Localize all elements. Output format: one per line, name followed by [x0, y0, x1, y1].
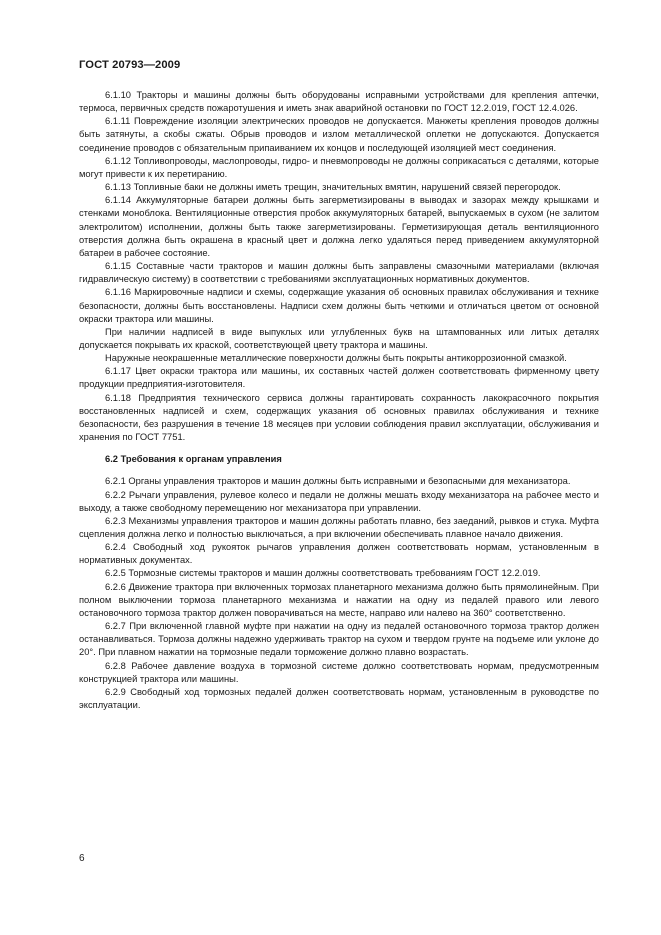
paragraph-6-2-8: 6.2.8 Рабочее давление воздуха в тормозной системе должно соответствовать нормам, предусмотренным конструкцией трактора или машины.: [79, 660, 599, 684]
paragraph-6-2-9: 6.2.9 Свободный ход тормозных педалей должен соответствовать нормам, установленным в руководстве по эксплуатации.: [79, 686, 599, 711]
paragraph-6-1-15: 6.1.15 Составные части тракторов и машин должны быть заправлены смазочными материалами (включая гидравлическую систему) в соответствии с требованиями эксплуатационных нормативных документов.: [79, 261, 599, 285]
paragraph-6-1-18: 6.1.18 Предприятия технического сервиса должны гарантировать сохранность лакокрасочного покрытия восстановленных надписей и схем, содержащих указания об основных правилах обслуживания и технике безопасности, без разрушения в течение 18 месяцев при условии соблюдения правил эксплуатации, обслуживания и хранения по ГОСТ 7751.: [79, 392, 599, 443]
paragraph-6-1-16-note-2: Наружные неокрашенные металлические поверхности должны быть покрыты антикоррозионной смазкой.: [105, 353, 567, 364]
paragraph-6-1-16-note-1: При наличии надписей в виде выпуклых или углубленных букв на штампованных или литых деталях допускается покрывать их краской, соответствующей цвету трактора и машины.: [79, 326, 599, 350]
paragraph-6-1-12: 6.1.12 Топливопроводы, маслопроводы, гидро- и пневмопроводы не должны соприкасаться с деталями, которые могут привести к их перетиранию.: [79, 155, 599, 179]
paragraph-6-1-13: 6.1.13 Топливные баки не должны иметь трещин, значительных вмятин, нарушений связей перегородок.: [105, 182, 561, 193]
paragraph-6-2-1: 6.2.1 Органы управления тракторов и машин должны быть исправными и безопасными для механизатора.: [105, 476, 571, 487]
paragraph-6-2-3: 6.2.3 Механизмы управления тракторов и машин должны работать плавно, без заеданий, рывков и стука. Муфта сцепления должна легко и полностью выключаться, а при включении обеспечивать плавное начало движения.: [79, 515, 599, 539]
document-header: ГОСТ 20793—2009: [79, 59, 181, 71]
document-body: [79, 89, 599, 712]
section-heading-6-2: 6.2 Требования к органам управления: [105, 454, 282, 465]
paragraph-6-2-6: 6.2.6 Движение трактора при включенных тормозах планетарного механизма должно быть прямолинейным. При полном выключении тормоза планетарного механизма и нажатии на одну из педалей правого или левого остановочного тормоза трактор должен поворачиваться на месте, направо или налево на 360° соответственно.: [79, 581, 599, 618]
paragraph-6-1-17: 6.1.17 Цвет окраски трактора или машины, их составных частей должен соответствовать фирменному цвету продукции предприятия-изготовителя.: [79, 366, 599, 390]
paragraph-6-2-5: 6.2.5 Тормозные системы тракторов и машин должны соответствовать требованиям ГОСТ 12.2.019.: [105, 568, 541, 579]
paragraph-6-1-11: 6.1.11 Повреждение изоляции электрических проводов не допускается. Манжеты крепления проводов должны быть затянуты, а скобы сжаты. Обрыв проводов и излом металлической оплетки не допускаются. Допускается соединение проводов с обязательным припаиванием их концов и последующей изоляцией мест соединения.: [79, 116, 599, 153]
paragraph-6-2-4: 6.2.4 Свободный ход рукояток рычагов управления должен соответствовать нормам, установленным в нормативных документах.: [79, 542, 599, 566]
paragraph-6-2-2: 6.2.2 Рычаги управления, рулевое колесо и педали не должны мешать входу механизатора на рабочее место и выходу, а также свободному перемещению ног механизатора при управлении.: [79, 489, 599, 513]
paragraph-6-1-14: 6.1.14 Аккумуляторные батареи должны быть загерметизированы в выводах и зазорах между крышками и стенками моноблока. Вентиляционные отверстия пробок аккумуляторных батарей, выпускаемых в сухом (не залитом электролитом) исполнении, должны быть также загерметизированы. Герметизирующая деталь вентиляционного отверстия должна быть окрашена в красный цвет и должна легко удаляться перед приведением аккумуляторной батареи в рабочее состояние.: [79, 195, 599, 258]
page-number: 6: [79, 853, 85, 864]
paragraph-6-1-10: 6.1.10 Тракторы и машины должны быть оборудованы исправными устройствами для крепления аптечки, термоса, первичных средств пожаротушения и иметь знак аварийной остановки по ГОСТ 12.2.019, ГОСТ 12.4.026.: [79, 90, 599, 114]
paragraph-6-1-16: 6.1.16 Маркировочные надписи и схемы, содержащие указания об основных правилах обслуживания и технике безопасности, должны быть восстановлены. Надписи схем должны быть четкими и отличаться цветом от основной окраски трактора или машины.: [79, 287, 599, 324]
paragraph-6-2-7: 6.2.7 При включенной главной муфте при нажатии на одну из педалей остановочного тормоза трактор должен останавливаться. Тормоза должны надежно удерживать трактор на сухом и твердом грунте на подъеме или уклоне до 20°. При плавном нажатии на тормозные педали торможение должно плавно возрастать.: [79, 621, 599, 658]
